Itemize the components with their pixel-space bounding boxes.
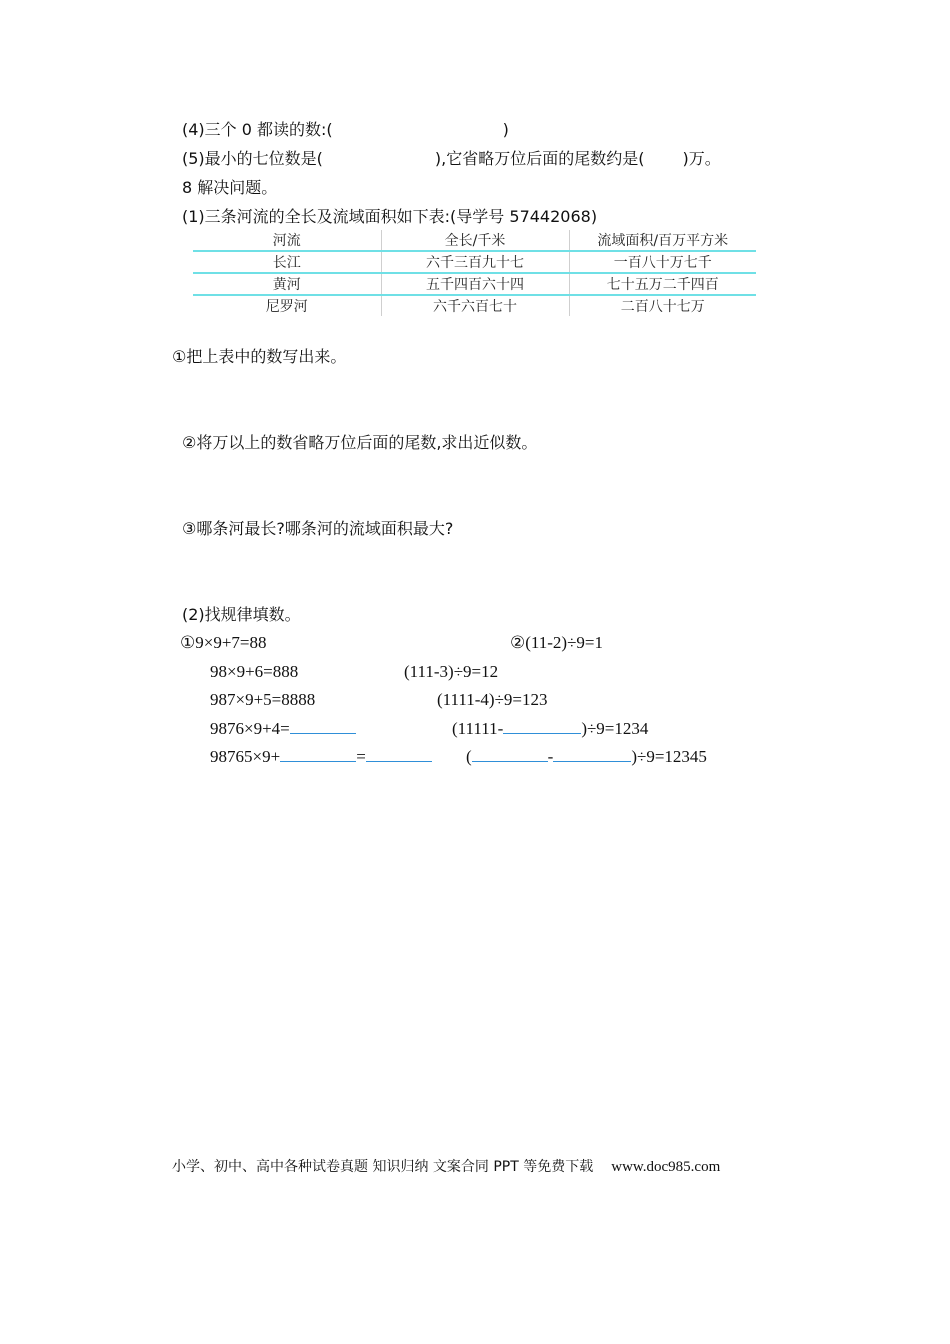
answer-blank[interactable]: [503, 719, 581, 734]
problem-1-sub-1: ①把上表中的数写出来。: [172, 347, 347, 366]
table-cell: 二百八十七万: [569, 295, 756, 316]
problem-2-title: (2)找规律填数。: [182, 605, 301, 624]
question-5: [182, 149, 721, 169]
river-table: [193, 230, 756, 316]
pattern-right-4: [452, 719, 648, 739]
question-4-text: (4)三个 0 都读的数:(: [182, 120, 333, 139]
pattern-right-4-text-a: (11111-: [452, 719, 504, 738]
answer-blank[interactable]: [366, 747, 432, 762]
pattern-right-5-text-c: )÷9=12345: [631, 747, 707, 766]
answer-blank[interactable]: [553, 747, 631, 762]
problem-1-title: (1)三条河流的全长及流域面积如下表:(导学号 57442068): [182, 207, 598, 226]
footer-url[interactable]: www.doc985.com: [611, 1159, 721, 1175]
table-row: [193, 273, 756, 295]
question-4-close: ): [502, 120, 509, 139]
answer-blank[interactable]: [290, 719, 356, 734]
problem-1-sub-3: ③哪条河最长?哪条河的流域面积最大?: [182, 519, 454, 538]
pattern-left-3: 987×9+5=8888: [210, 690, 316, 709]
question-4: [182, 120, 509, 140]
pattern-left-2: 98×9+6=888: [210, 662, 299, 681]
pattern-left-5-text-b: =: [356, 747, 366, 766]
pattern-left-1: ①9×9+7=88: [180, 633, 267, 652]
question-5-text-c: )万。: [682, 149, 721, 168]
footer-text: 小学、初中、高中各种试卷真题 知识归纳 文案合同 PPT 等免费下载: [172, 1159, 594, 1175]
answer-blank[interactable]: [472, 747, 548, 762]
table-cell: 五千四百六十四: [381, 273, 569, 295]
pattern-right-5: [466, 747, 707, 767]
footer: [172, 1156, 720, 1176]
pattern-right-2: (111-3)÷9=12: [404, 662, 499, 681]
pattern-right-5-text-a: (: [466, 747, 472, 766]
pattern-left-4-text: 9876×9+4=: [210, 719, 290, 738]
pattern-right-5-text-b: -: [547, 747, 554, 766]
pattern-left-5: [210, 747, 432, 767]
question-5-text-b: ),它省略万位后面的尾数约是(: [434, 149, 645, 168]
table-cell: 黄河: [272, 277, 301, 293]
pattern-right-3: (1111-4)÷9=123: [437, 690, 548, 709]
pattern-left-4: [210, 719, 356, 739]
pattern-right-1: ②(11-2)÷9=1: [510, 633, 604, 652]
table-row: [193, 295, 756, 316]
table-header-river: 河流: [272, 233, 301, 249]
table-cell: 长江: [272, 255, 301, 271]
answer-blank[interactable]: [280, 747, 356, 762]
table-header-length: 全长/千米: [381, 230, 569, 251]
problem-1-sub-2: ②将万以上的数省略万位后面的尾数,求出近似数。: [182, 433, 538, 452]
table-cell: 尼罗河: [265, 299, 308, 315]
table-cell: 六千六百七十: [381, 295, 569, 316]
table-cell: 七十五万二千四百: [569, 273, 756, 295]
table-row: [193, 251, 756, 273]
table-header-row: [193, 230, 756, 251]
question-5-text-a: (5)最小的七位数是(: [182, 149, 323, 168]
table-header-area: 流域面积/百万平方米: [569, 230, 756, 251]
pattern-right-4-text-b: )÷9=1234: [581, 719, 649, 738]
pattern-left-5-text-a: 98765×9+: [210, 747, 281, 766]
table-cell: 六千三百九十七: [381, 251, 569, 273]
section-8-title: 8 解决问题。: [182, 178, 278, 197]
table-cell: 一百八十万七千: [569, 251, 756, 273]
